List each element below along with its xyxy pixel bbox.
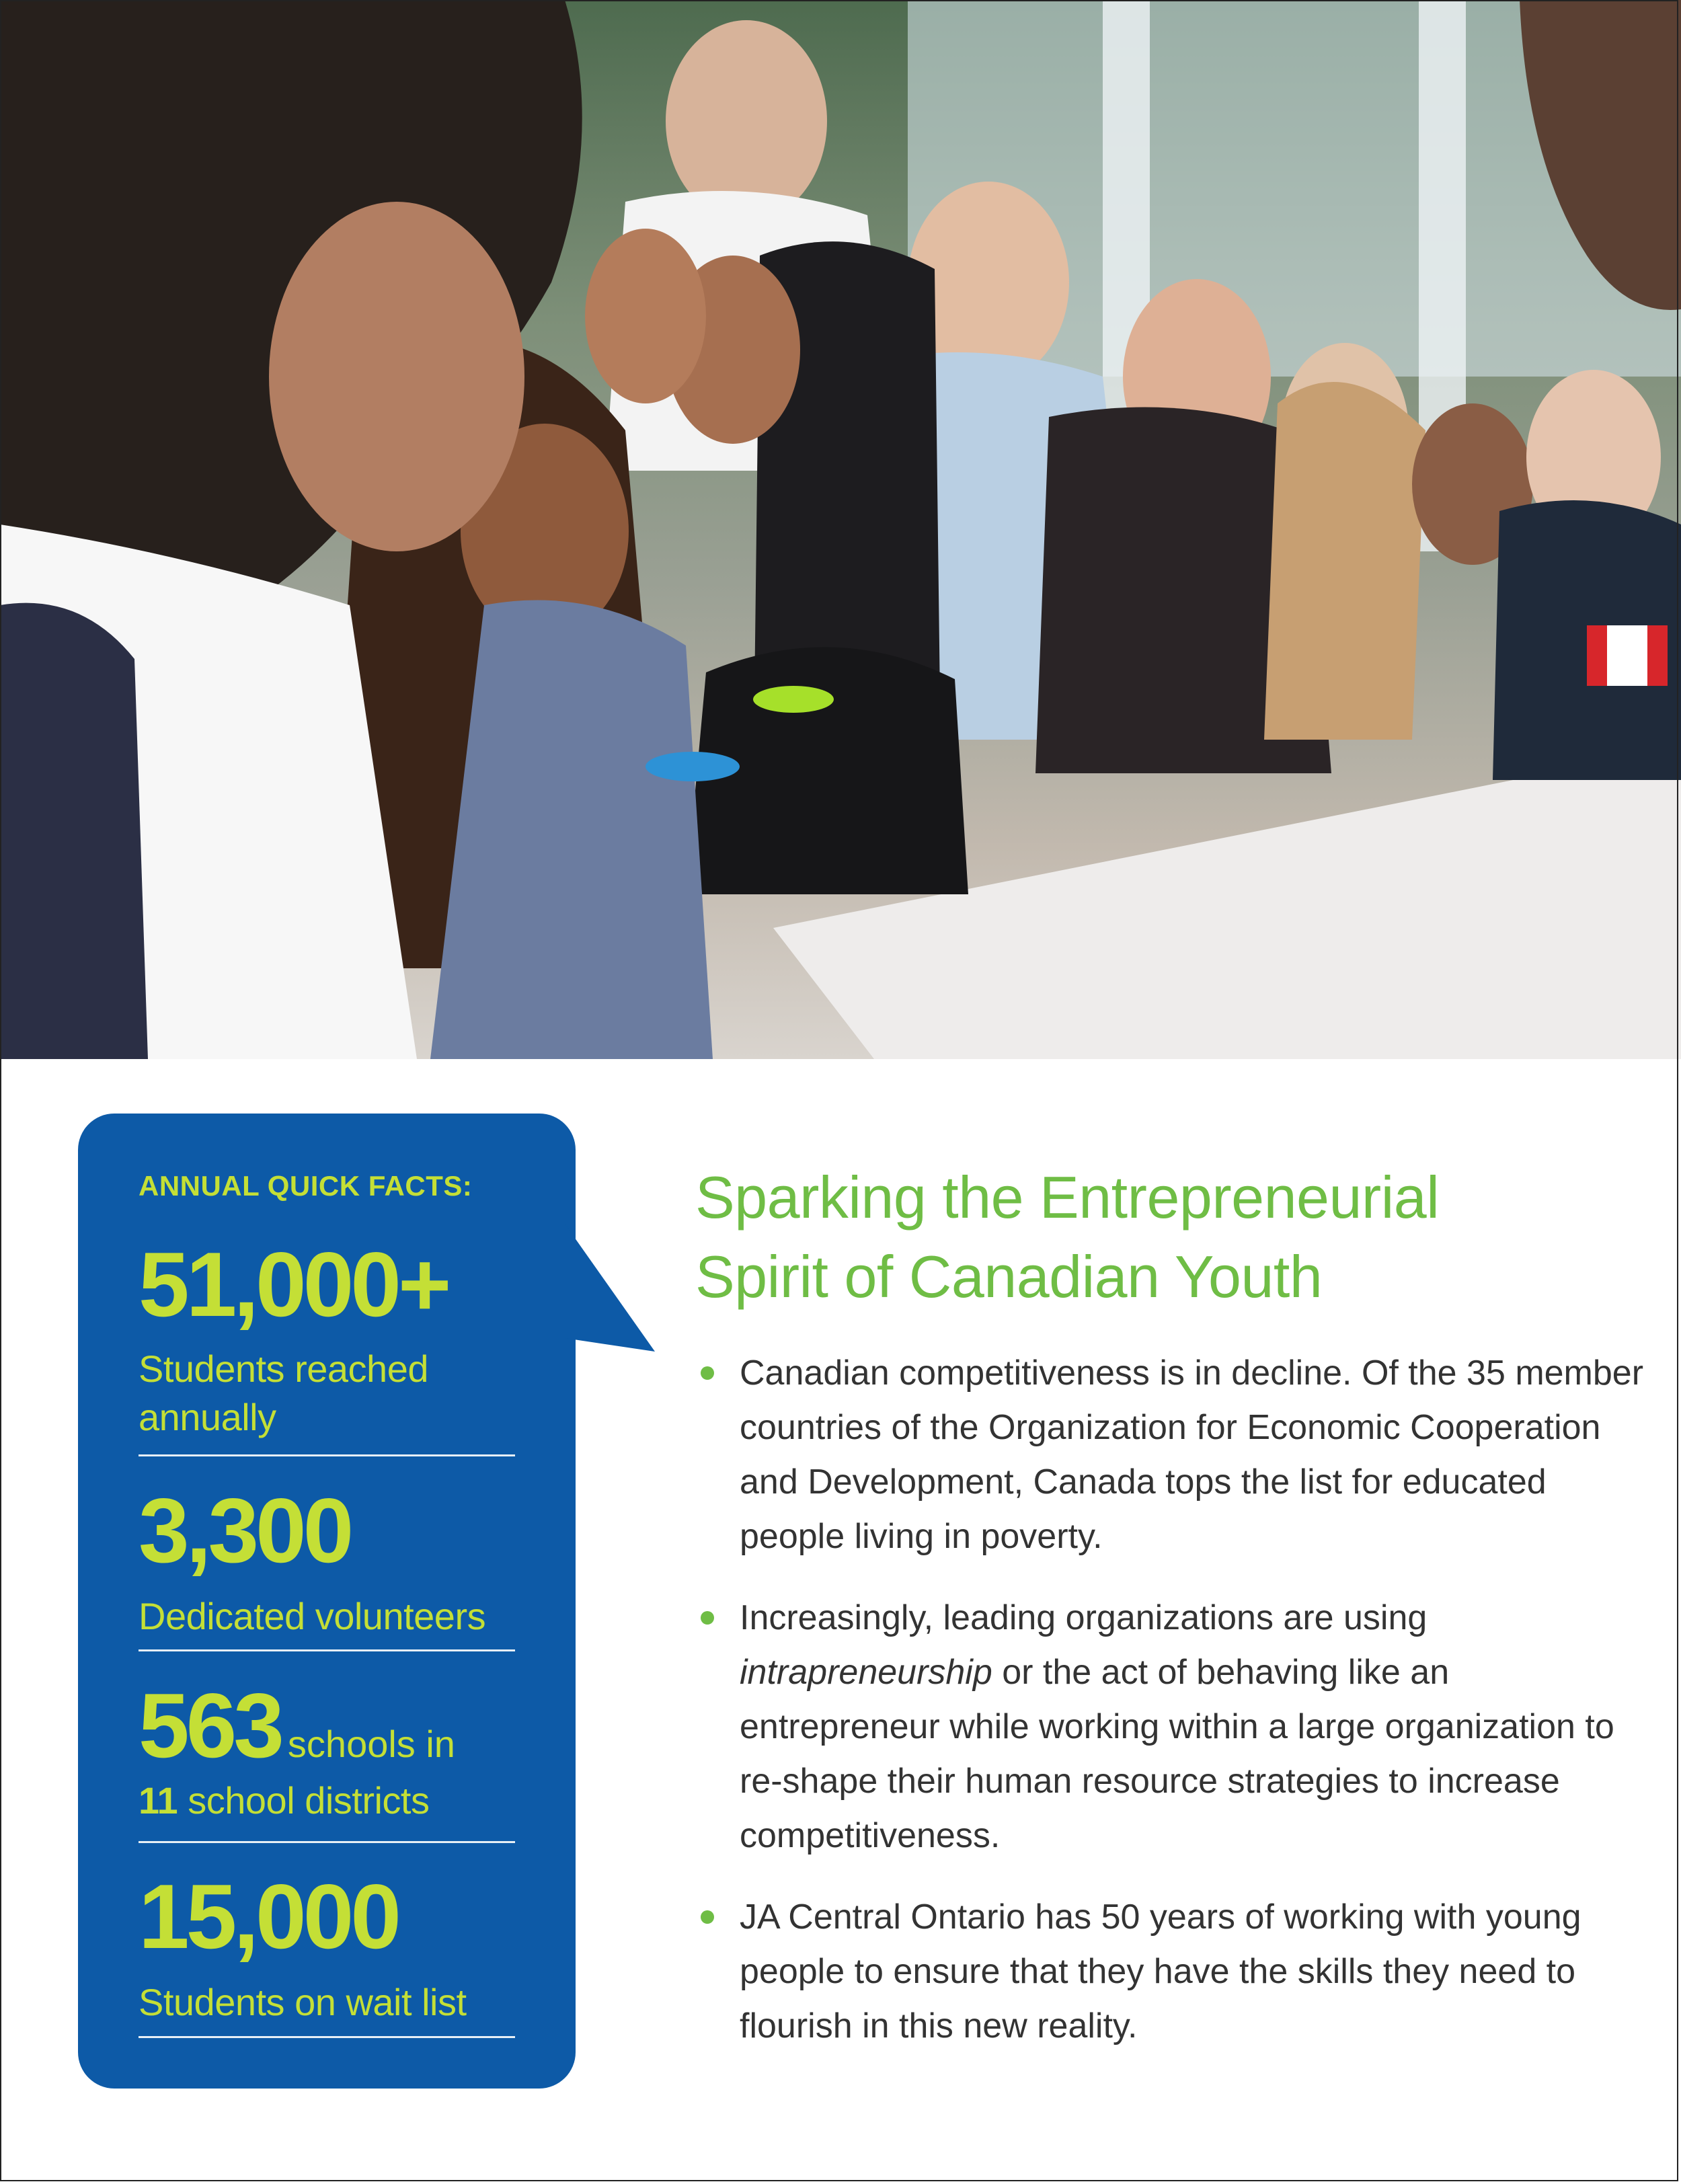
fact-wait-list xyxy=(139,1865,515,2027)
fact-schools-line1 xyxy=(139,1674,455,1777)
divider xyxy=(139,1454,515,1456)
bullet-text: Canadian competitiveness is in decline. Of the 35 member countries of the Organization for Economic Cooperation and Development, Canada tops the list for educated people living in poverty. xyxy=(740,1354,1644,1556)
quick-facts-heading: ANNUAL QUICK FACTS: xyxy=(139,1170,473,1202)
divider xyxy=(139,1841,515,1843)
bullet-dot xyxy=(701,1366,714,1380)
fact-volunteers xyxy=(139,1479,515,1641)
headline-line1: Sparking the Entrepreneurial xyxy=(695,1164,1440,1231)
bullet-item xyxy=(695,1591,1650,1863)
fact-number: 51,000+ xyxy=(139,1233,448,1335)
bullet-emphasis: intrapreneurship xyxy=(740,1653,992,1692)
students-photo xyxy=(0,0,1681,1059)
quick-facts-card xyxy=(78,1114,576,2089)
fact-label: annually xyxy=(139,1396,276,1438)
bullet-text: JA Central Ontario has 50 years of working with young people to ensure that they have the skills they need to flourish in this new reality. xyxy=(740,1898,1581,2045)
bullet-dot xyxy=(701,1611,714,1625)
bullet-item xyxy=(695,1890,1650,2054)
bullet-dot xyxy=(701,1910,714,1924)
card-pointer xyxy=(565,1224,655,1352)
headline-line2: Spirit of Canadian Youth xyxy=(695,1243,1323,1310)
divider xyxy=(139,1649,515,1651)
fact-number: 563 xyxy=(139,1674,281,1777)
fact-label: Students on wait list xyxy=(139,1981,467,2023)
fact-label: Students reached xyxy=(139,1348,428,1390)
fact-number-small: 11 xyxy=(139,1779,178,1822)
divider xyxy=(139,2036,515,2038)
fact-label: school districts xyxy=(188,1779,430,1822)
article-bullets xyxy=(695,1346,1650,2080)
students-photo-illustration xyxy=(0,0,1681,1059)
fact-schools-line2 xyxy=(139,1777,515,1825)
fact-unit: schools in xyxy=(287,1723,455,1765)
fact-label: Dedicated volunteers xyxy=(139,1595,486,1637)
bullet-item xyxy=(695,1346,1650,1564)
bullet-text: Increasingly, leading organizations are using xyxy=(740,1598,1428,1637)
article-headline xyxy=(695,1158,1637,1317)
bullet-text: or the act of behaving like an entrepreneur while working within a large organization to re-shape their human resource strategies to increase competitiveness. xyxy=(740,1653,1614,1855)
fact-number: 15,000 xyxy=(139,1865,398,1967)
fact-number: 3,300 xyxy=(139,1479,351,1582)
fact-students-reached xyxy=(139,1233,515,1442)
fact-schools xyxy=(139,1674,515,1825)
